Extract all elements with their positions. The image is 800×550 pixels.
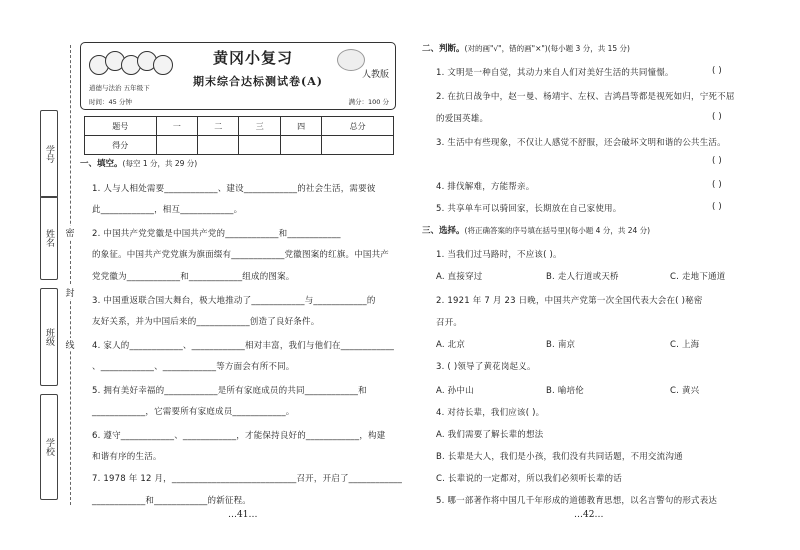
seal-line (70, 45, 71, 505)
section-title (80, 157, 197, 169)
score-input-cell[interactable] (322, 136, 394, 155)
name-box (40, 196, 58, 280)
question-line: 4. 对待长辈，我们应该( )。 (436, 408, 545, 418)
seal-mark-feng: 封 (63, 286, 77, 299)
section-title-text: 三、选择。 (422, 226, 465, 236)
question-line: 的象征。中国共产党党旗为旗面缀有____________党徽图案的红旗。中国共产 (92, 250, 390, 260)
section-title (422, 42, 630, 54)
question-line: 和谐有序的生活。 (92, 452, 162, 462)
full-score: 满分：100 分 (348, 98, 389, 106)
binding-margin (0, 0, 78, 550)
exam-header (80, 42, 396, 110)
option: A. 我们需要了解长辈的想法 (436, 430, 544, 440)
option: B. 喻培伦 (546, 386, 584, 396)
class-label: 班级 (44, 328, 54, 346)
section-title-text: 二、判断。 (422, 44, 465, 54)
question-line: 此____________，相互____________。 (92, 205, 243, 215)
question-line: 召开。 (436, 318, 463, 328)
score-input-cell[interactable] (156, 136, 197, 155)
class-box (40, 288, 58, 386)
question-line: ____________，它需要所有家庭成员____________。 (92, 407, 295, 417)
school-label: 学校 (44, 438, 54, 456)
question-line: 7. 1978 年 12 月，____________________________召开，开启了____________ (92, 474, 403, 484)
question-line: 2. 在抗日战争中，赵一曼、杨靖宇、左权、吉鸿昌等都是视死如归，宁死不屈 (436, 92, 735, 102)
question-line: 4. 家人的____________、____________相对丰富，我们与他们在____________ (92, 341, 395, 351)
table-row (85, 136, 394, 155)
question-line: 3. 生活中有些现象，不仅让人感觉不舒服，还会破坏文明和谐的公共生活。 (436, 138, 726, 148)
question-line: 5. 哪一部著作将中国几千年形成的道德教育思想，以名言警句的形式表达 (436, 496, 718, 506)
question-line: 、____________、____________等方面会有所不同。 (92, 362, 295, 372)
score-input-cell[interactable] (198, 136, 239, 155)
seal-mark-mi: 密 (63, 226, 77, 239)
answer-bracket[interactable]: ( ) (712, 180, 722, 190)
question-line: 友好关系，并为中国后来的____________创造了良好条件。 (92, 317, 320, 327)
score-input-cell[interactable] (239, 136, 280, 155)
seal-mark-xian: 线 (63, 338, 77, 351)
answer-bracket[interactable]: ( ) (712, 202, 722, 212)
student-id-box (40, 110, 58, 198)
question-line: 2. 中国共产党党徽是中国共产党的____________和____________ (92, 229, 341, 239)
subject-grade: 道德与法治 五年级下 (89, 84, 150, 92)
question-line: 6. 遵守____________、____________，才能保持良好的____________，构建 (92, 431, 386, 441)
question-line: 的爱国英雄。 (436, 114, 489, 124)
option: A. 孙中山 (436, 386, 474, 396)
section-note: (对的画"√"，错的画"×")(每小题 3 分，共 15 分) (464, 44, 630, 53)
option: B. 南京 (546, 340, 576, 350)
section-title (422, 224, 650, 236)
table-cell: 题号 (85, 117, 157, 136)
answer-bracket[interactable]: ( ) (712, 156, 722, 166)
question-line: 党党徽为____________和____________组成的图案。 (92, 272, 295, 282)
time-limit: 时间：45 分钟 (89, 98, 132, 106)
score-table (84, 116, 394, 155)
question-line: 5. 拥有美好幸福的____________是所有家庭成员的共同____________和 (92, 386, 367, 396)
option: B. 长辈是大人，我们是小孩，我们没有共同话题，不用交流沟通 (436, 452, 683, 462)
option: C. 长辈说的一定都对，所以我们必须听长辈的话 (436, 474, 622, 484)
page-number-text: 41 (237, 510, 249, 520)
option: C. 黄兴 (670, 386, 700, 396)
answer-bracket[interactable]: ( ) (712, 112, 722, 122)
question-line: ____________和____________的新征程。 (92, 496, 252, 506)
section-title-text: 一、填空。 (80, 159, 123, 169)
question-line: 1. 当我们过马路时，不应该( )。 (436, 250, 562, 260)
question-line: 2. 1921 年 7 月 23 日晚，中国共产党第一次全国代表大会在( )秘密 (436, 296, 703, 306)
exam-title: 期末综合达标测试卷(A) (193, 75, 323, 88)
table-row (85, 117, 394, 136)
children-illustration (89, 49, 175, 77)
section-note: (将正确答案的序号填在括号里)(每小题 4 分，共 24 分) (464, 226, 651, 235)
brand-logo: 黄冈小复习 (213, 49, 294, 67)
table-cell: 总分 (322, 117, 394, 136)
question-line: 1. 文明是一种自觉，其动力来自人们对美好生活的共同憧憬。 (436, 68, 674, 78)
option: A. 直接穿过 (436, 272, 483, 282)
table-cell: 得分 (85, 136, 157, 155)
table-cell: 四 (280, 117, 321, 136)
table-cell: 二 (198, 117, 239, 136)
option: B. 走人行道或天桥 (546, 272, 619, 282)
answer-bracket[interactable]: ( ) (712, 66, 722, 76)
school-box (40, 394, 58, 500)
score-input-cell[interactable] (280, 136, 321, 155)
question-line: 4. 排伐解难，方能帮亲。 (436, 182, 535, 192)
table-cell: 三 (239, 117, 280, 136)
option: C. 上海 (670, 340, 700, 350)
balloon-icon (337, 49, 365, 71)
edition-label: 人教版 (361, 70, 389, 80)
page-number-text: 42 (583, 510, 595, 520)
option: C. 走地下通道 (670, 272, 726, 282)
question-line: 3. ( )领导了黄花岗起义。 (436, 362, 536, 372)
table-cell: 一 (156, 117, 197, 136)
option: A. 北京 (436, 340, 466, 350)
page-number-left: …41… (228, 510, 258, 520)
page-number-right: …42… (574, 510, 604, 520)
section-note: (每空 1 分，共 29 分) (122, 159, 198, 168)
question-line: 3. 中国重返联合国大舞台，极大地推动了____________与____________的 (92, 296, 376, 306)
question-line: 5. 共享单车可以骑回家，长期放在自己家使用。 (436, 204, 622, 214)
student-id-label: 学号 (44, 145, 54, 163)
name-label: 姓名 (44, 229, 54, 247)
question-line: 1. 人与人相处需要____________、建设____________的社会生活，需要彼 (92, 184, 376, 194)
